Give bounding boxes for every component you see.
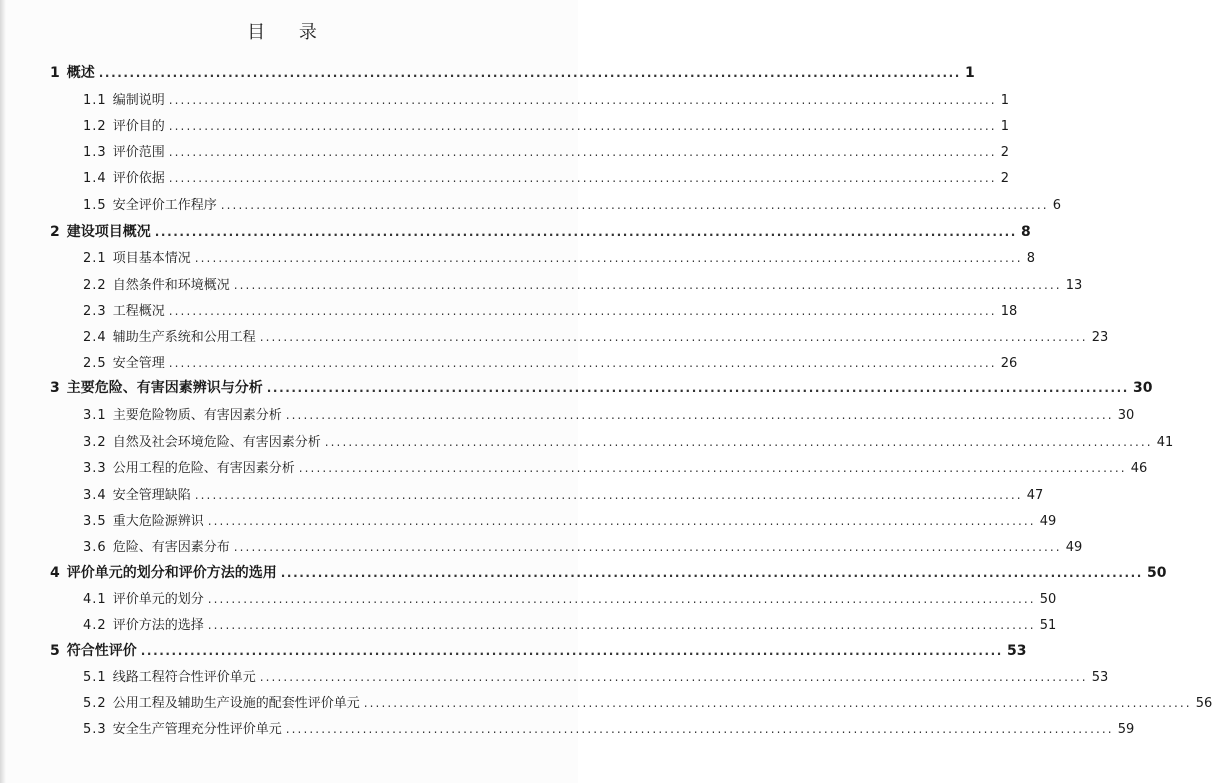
toc-section-entry	[83, 588, 1057, 607]
toc-section-entry	[83, 457, 1148, 476]
toc-entry-label: 主要危险物质、有害因素分析	[112, 408, 282, 423]
toc-entry-label: 安全管理缺陷	[112, 488, 191, 503]
toc-entry-number: 1	[50, 65, 60, 81]
toc-section-entry	[83, 431, 1174, 450]
toc-chapter-entry	[50, 221, 1031, 241]
dot-leader: ............................................................................................................................................	[168, 304, 997, 318]
dot-leader: ............................................................................................................................................	[168, 145, 997, 159]
toc-entry-page-number: 23	[1091, 330, 1109, 345]
toc-entry-page-number: 50	[1146, 565, 1167, 581]
toc-section-entry	[83, 89, 1010, 108]
dot-leader: ............................................................................................................................................	[207, 618, 1036, 632]
toc-entry-number: 4.1	[83, 592, 107, 607]
toc-entry-label: 公用工程及辅助生产设施的配套性评价单元	[112, 696, 360, 711]
toc-entry-page-number: 46	[1130, 461, 1148, 476]
dot-leader: ............................................................................................................................................	[285, 408, 1114, 422]
toc-entry-page-number: 2	[1000, 171, 1010, 186]
dot-leader: ............................................................................................................................................	[194, 488, 1023, 502]
scan-edge-shadow	[0, 0, 6, 783]
toc-entry-number: 3.4	[83, 488, 107, 503]
toc-section-entry	[83, 692, 1212, 711]
toc-section-entry	[83, 404, 1135, 423]
toc-entry-label: 项目基本情况	[112, 251, 191, 266]
toc-section-entry	[83, 536, 1083, 555]
toc-entry-label: 建设项目概况	[66, 224, 151, 240]
toc-entry-number: 3.3	[83, 461, 107, 476]
dot-leader: ............................................................................................................................................	[259, 670, 1088, 684]
toc-entry-number: 3	[50, 380, 60, 396]
dot-leader: ............................................................................................................................................	[98, 66, 961, 80]
toc-section-entry	[83, 326, 1109, 345]
toc-entry-label: 评价目的	[112, 119, 165, 134]
toc-entry-page-number: 56	[1195, 696, 1212, 711]
dot-leader: ............................................................................................................................................	[285, 722, 1114, 736]
toc-entry-number: 5.2	[83, 696, 107, 711]
dot-leader: ............................................................................................................................................	[194, 251, 1023, 265]
toc-entry-label: 编制说明	[112, 93, 165, 108]
dot-leader: ............................................................................................................................................	[168, 93, 997, 107]
toc-entry-label: 概述	[66, 65, 95, 81]
dot-leader: ............................................................................................................................................	[324, 435, 1153, 449]
toc-entry-page-number: 49	[1039, 514, 1057, 529]
toc-entry-page-number: 1	[1000, 119, 1010, 134]
toc-chapter-entry	[50, 562, 1167, 582]
toc-entry-page-number: 50	[1039, 592, 1057, 607]
toc-entry-page-number: 49	[1065, 540, 1083, 555]
dot-leader: ............................................................................................................................................	[233, 278, 1062, 292]
toc-entry-label: 安全评价工作程序	[112, 198, 217, 213]
toc-entry-number: 4	[50, 565, 60, 581]
dot-leader: ............................................................................................................................................	[168, 171, 997, 185]
toc-entry-page-number: 59	[1117, 722, 1135, 737]
toc-entry-number: 2.3	[83, 304, 107, 319]
toc-entry-label: 重大危险源辨识	[112, 514, 204, 529]
toc-entry-page-number: 8	[1026, 251, 1036, 266]
toc-entry-label: 自然条件和环境概况	[112, 278, 230, 293]
toc-entry-number: 3.6	[83, 540, 107, 555]
toc-entry-number: 1.4	[83, 171, 107, 186]
page-title: 目 录	[247, 22, 331, 43]
toc-chapter-entry	[50, 62, 975, 82]
toc-entry-page-number: 26	[1000, 356, 1018, 371]
toc-section-entry	[83, 300, 1018, 319]
toc-entry-label: 评价依据	[112, 171, 165, 186]
toc-section-entry	[83, 274, 1083, 293]
dot-leader: ............................................................................................................................................	[154, 225, 1017, 239]
dot-leader: ............................................................................................................................................	[363, 696, 1192, 710]
toc-section-entry	[83, 167, 1010, 186]
toc-entry-label: 公用工程的危险、有害因素分析	[112, 461, 295, 476]
dot-leader: ............................................................................................................................................	[168, 119, 997, 133]
toc-section-entry	[83, 718, 1135, 737]
toc-entry-label: 安全生产管理充分性评价单元	[112, 722, 282, 737]
toc-entry-number: 5.1	[83, 670, 107, 685]
toc-entry-page-number: 30	[1117, 408, 1135, 423]
toc-entry-number: 4.2	[83, 618, 107, 633]
toc-entry-number: 2.4	[83, 330, 107, 345]
toc-section-entry	[83, 247, 1036, 266]
toc-entry-page-number: 53	[1091, 670, 1109, 685]
toc-chapter-entry	[50, 640, 1027, 660]
toc-entry-number: 2.5	[83, 356, 107, 371]
toc-entry-number: 3.1	[83, 408, 107, 423]
toc-entry-page-number: 47	[1026, 488, 1044, 503]
toc-entry-number: 1.1	[83, 93, 107, 108]
toc-entry-label: 安全管理	[112, 356, 165, 371]
toc-entry-number: 2.1	[83, 251, 107, 266]
toc-section-entry	[83, 194, 1062, 213]
toc-entry-number: 1.3	[83, 145, 107, 160]
toc-section-entry	[83, 484, 1044, 503]
toc-entry-number: 3.5	[83, 514, 107, 529]
toc-section-entry	[83, 141, 1010, 160]
toc-entry-label: 评价方法的选择	[112, 618, 204, 633]
toc-section-entry	[83, 666, 1109, 685]
dot-leader: ............................................................................................................................................	[168, 356, 997, 370]
dot-leader: ............................................................................................................................................	[220, 198, 1049, 212]
dot-leader: ............................................................................................................................................	[259, 330, 1088, 344]
toc-chapter-entry	[50, 377, 1153, 397]
toc-entry-label: 辅助生产系统和公用工程	[112, 330, 256, 345]
toc-entry-page-number: 1	[1000, 93, 1010, 108]
toc-entry-label: 工程概况	[112, 304, 165, 319]
toc-entry-number: 2.2	[83, 278, 107, 293]
toc-entry-page-number: 1	[964, 65, 975, 81]
toc-entry-label: 符合性评价	[66, 643, 137, 659]
toc-entry-label: 危险、有害因素分布	[112, 540, 230, 555]
toc-entry-page-number: 51	[1039, 618, 1057, 633]
dot-leader: ............................................................................................................................................	[207, 514, 1036, 528]
toc-entry-number: 1.5	[83, 198, 107, 213]
toc-entry-number: 5.3	[83, 722, 107, 737]
toc-entry-label: 主要危险、有害因素辨识与分析	[66, 380, 263, 396]
toc-entry-page-number: 13	[1065, 278, 1083, 293]
toc-entry-label: 线路工程符合性评价单元	[112, 670, 256, 685]
dot-leader: ............................................................................................................................................	[280, 566, 1143, 580]
toc-entry-label: 自然及社会环境危险、有害因素分析	[112, 435, 321, 450]
dot-leader: ............................................................................................................................................	[298, 461, 1127, 475]
toc-section-entry	[83, 510, 1057, 529]
toc-entry-number: 5	[50, 643, 60, 659]
toc-entry-page-number: 8	[1020, 224, 1031, 240]
toc-entry-label: 评价单元的划分	[112, 592, 204, 607]
dot-leader: ............................................................................................................................................	[207, 592, 1036, 606]
toc-section-entry	[83, 115, 1010, 134]
toc-entry-number: 2	[50, 224, 60, 240]
toc-entry-page-number: 41	[1156, 435, 1174, 450]
toc-entry-page-number: 6	[1052, 198, 1062, 213]
toc-entry-page-number: 53	[1006, 643, 1027, 659]
toc-entry-number: 1.2	[83, 119, 107, 134]
toc-entry-number: 3.2	[83, 435, 107, 450]
toc-section-entry	[83, 614, 1057, 633]
toc-entry-label: 评价单元的划分和评价方法的选用	[66, 565, 277, 581]
toc-entry-label: 评价范围	[112, 145, 165, 160]
toc-section-entry	[83, 352, 1018, 371]
dot-leader: ............................................................................................................................................	[233, 540, 1062, 554]
dot-leader: ............................................................................................................................................	[140, 644, 1003, 658]
dot-leader: ............................................................................................................................................	[266, 381, 1129, 395]
toc-entry-page-number: 2	[1000, 145, 1010, 160]
toc-entry-page-number: 30	[1132, 380, 1153, 396]
toc-entry-page-number: 18	[1000, 304, 1018, 319]
